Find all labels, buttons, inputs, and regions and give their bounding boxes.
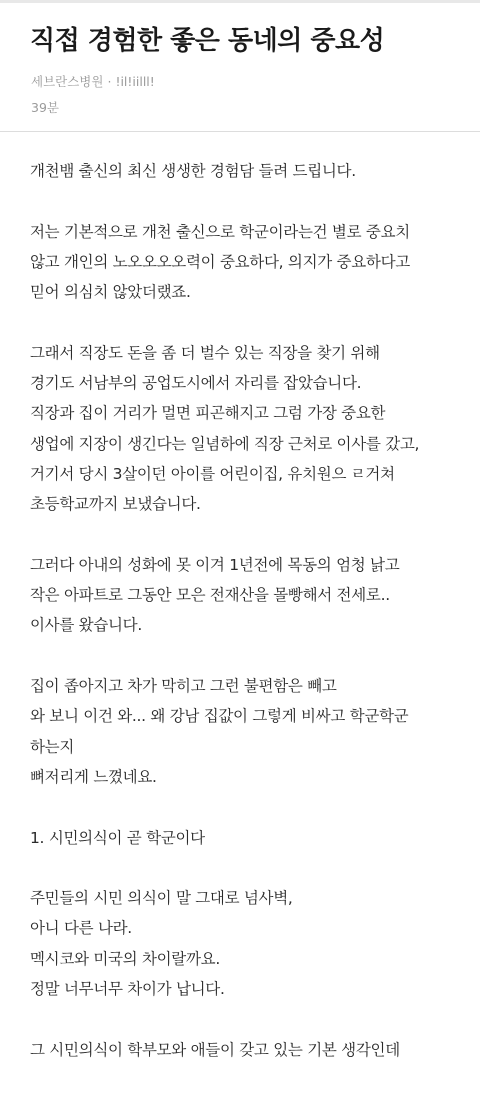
body-paragraph (30, 156, 470, 186)
body-line: 이사를 왔습니다. (30, 616, 142, 635)
post-title: 직접 경험한 좋은 동네의 중요성 (30, 26, 385, 56)
body-line: 저는 기본적으로 개천 출신으로 학군이라는건 별로 중요치 (30, 222, 410, 241)
body-line: 직장과 집이 거리가 멀면 피곤해지고 그럼 가장 중요한 (30, 404, 386, 423)
post-time: 39분 (31, 100, 59, 115)
body-line: 정말 너무너무 차이가 납니다. (30, 980, 225, 999)
body-line: 개천뱀 출신의 최신 생생한 경험담 들려 드립니다. (30, 162, 356, 180)
body-line: 뼈저리게 느꼈네요. (30, 767, 157, 786)
body-line: 하는지 (30, 737, 75, 756)
post-body (30, 156, 470, 1095)
author-nickname: !il!iilll! (115, 74, 155, 89)
body-line: 그러다 아내의 성화에 못 이겨 1년전에 목동의 엄청 낡고 (30, 555, 400, 574)
body-paragraph (30, 217, 470, 308)
body-line: 멕시코와 미국의 차이랄까요. (30, 949, 220, 968)
body-line: 1. 시민의식이 곧 학군이다 (30, 828, 205, 847)
body-line: 거기서 당시 3살이던 아이를 어린이집, 유치원으 ㄹ거쳐 (30, 464, 395, 483)
divider (0, 131, 480, 132)
meta-separator: · (107, 74, 112, 89)
body-line: 작은 아파트로 그동안 모은 전재산을 몰빵해서 전세로.. (30, 586, 390, 605)
body-line: 경기도 서남부의 공업도시에서 자리를 잡았습니다. (30, 374, 362, 393)
body-line: 않고 개인의 노오오오오력이 중요하다, 의지가 중요하다고 (30, 252, 410, 271)
body-paragraph (30, 550, 470, 641)
body-line: 아니 다른 나라. (30, 919, 132, 938)
body-line: 믿어 의심치 않았더랬죠. (30, 283, 191, 302)
body-line: 그 시민의식이 학부모와 애들이 갖고 있는 기본 생각인데 (30, 1040, 400, 1059)
post-meta (31, 72, 155, 90)
body-paragraph (30, 883, 470, 1004)
body-paragraph (30, 671, 470, 792)
body-line: 와 보니 이건 와... 왜 강남 집값이 그렇게 비싸고 학군학군 (30, 707, 409, 726)
body-line: 주민들의 시민 의식이 말 그대로 넘사벽, (30, 889, 293, 908)
body-line: 집이 좁아지고 차가 막히고 그런 불편함은 빼고 (30, 677, 337, 696)
author-name[interactable]: 세브란스병원 (31, 74, 104, 89)
body-paragraph (30, 823, 470, 853)
body-paragraph (30, 1035, 470, 1065)
body-line: 생업에 지장이 생긴다는 일념하에 직장 근처로 이사를 갔고, (30, 434, 420, 453)
body-paragraph (30, 338, 470, 520)
body-line: 초등학교까지 보냈습니다. (30, 495, 201, 514)
top-edge (0, 0, 480, 3)
body-line: 그래서 직장도 돈을 좀 더 벌수 있는 직장을 찾기 위해 (30, 343, 380, 362)
